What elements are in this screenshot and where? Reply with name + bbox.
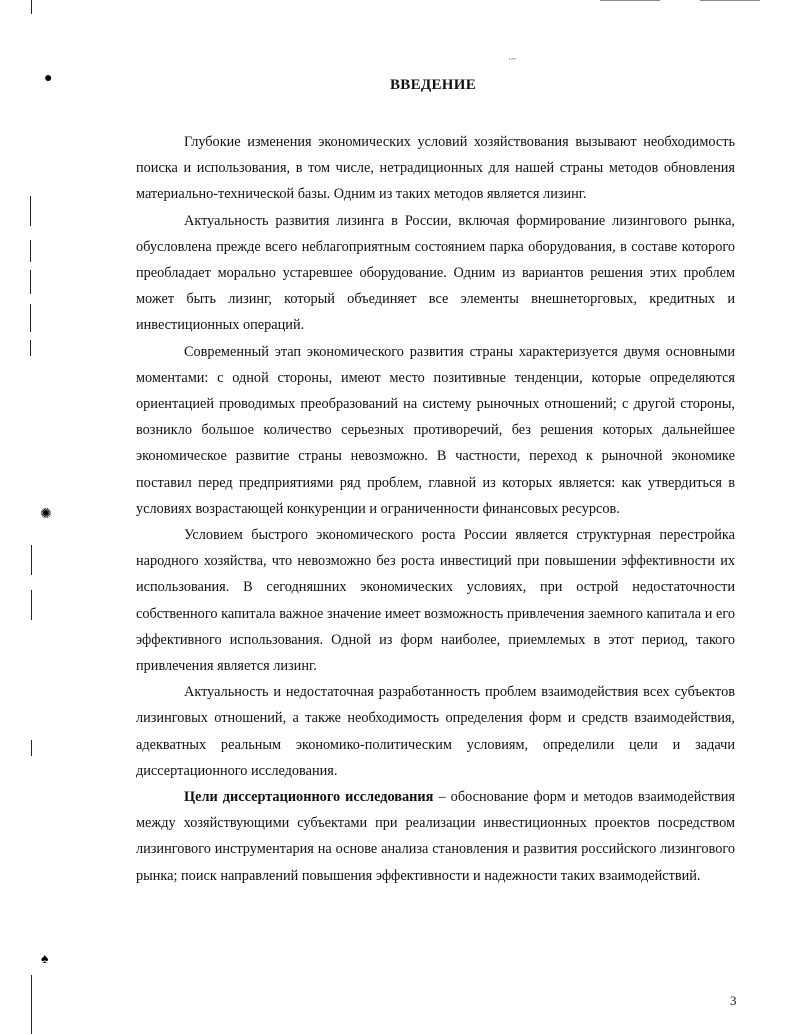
binding-hole-mark-icon: ✺ — [40, 507, 52, 522]
scan-speck-icon: ·~ — [508, 54, 516, 64]
binding-hole-mark-icon: ♠ — [41, 952, 49, 967]
scan-edge-line — [31, 975, 32, 1034]
scan-edge-line — [31, 590, 32, 620]
paragraph: Современный этап экономического развития страны характеризуется двумя основными моментами: с одной стороны, имеют место позитивные тенденции, которые определяются ориентацией проводимых преобразований на систему рыночных отношений; с другой стороны, возникло большое количество серьезных противоречий, без решения которых дальнейшее экономическое развитие страны невозможно. В частности, переход к рыночной экономике поставил перед предприятиями ряд проблем, главной из которых является: как утвердиться в условиях возрастающей конкуренции и ограниченности финансовых ресурсов. — [136, 343, 735, 517]
scan-edge-line — [30, 240, 31, 262]
scan-edge-line — [30, 270, 31, 294]
page-number: 3 — [730, 993, 737, 1008]
page-title: ВВЕДЕНИЕ — [389, 77, 477, 93]
paragraph: Глубокие изменения экономических условий хозяйствования вызывают необходимость поиска и использования, в том числе, нетрадиционных для нашей страны методов обновления материально-технической базы. Одним из таких методов является лизинг. — [136, 134, 735, 203]
binding-hole-mark-icon: ● — [44, 71, 53, 86]
paragraph: Актуальность и недостаточная разработанность проблем взаимодействия всех субъектов лизинговых отношений, а также необходимость определения форм и средств взаимодействия, адекватных реальным экономико-политическим условиям, определили цели и задачи диссертационного исследования. — [136, 684, 735, 779]
paragraph: Условием быстрого экономического роста России является структурная перестройка народного хозяйства, что невозможно без роста инвестиций при повышении эффективности их использования. В сегодняшних экономических условиях, при острой недостаточности собственного капитала важное значение имеет возможность привлечения заемного капитала и его эффективного использования. Одной из форм наиболее, приемлемых в этот период, такого привлечения является лизинг. — [136, 527, 735, 675]
scan-edge-line — [30, 304, 31, 332]
goals-lead: Цели диссертационного исследования — [184, 789, 434, 806]
scan-edge-line — [30, 196, 31, 226]
document-body — [136, 129, 735, 889]
goals-paragraph — [136, 784, 735, 889]
goals-text: – обоснование форм и методов взаимодействия между хозяйствующими субъектами при реализации инвестиционных проектов посредством лизингового инструментария на основе анализа становления и развития российского лизингового рынка; поиск направлений повышения эффективности и надежности таких взаимодействий. — [136, 789, 735, 884]
scan-edge-line — [31, 545, 32, 575]
paragraph: Актуальность развития лизинга в России, включая формирование лизингового рынка, обусловлена прежде всего неблагоприятным состоянием парка оборудования, в составе которого преобладает морально устаревшее оборудование. Одним из вариантов решения этих проблем может быть лизинг, который объединяет все элементы внешнеторговых, кредитных и инвестиционных операций. — [136, 212, 735, 334]
scan-edge-line — [30, 340, 31, 356]
scan-edge-line — [600, 0, 660, 1]
scan-edge-line — [700, 0, 760, 1]
scan-edge-line — [31, 740, 32, 756]
scan-edge-line — [31, 0, 32, 14]
